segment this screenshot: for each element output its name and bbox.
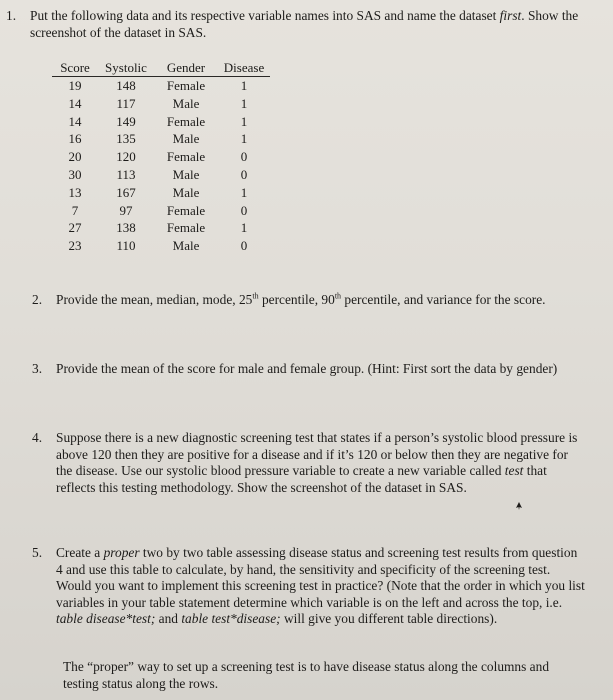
table-cell: Female xyxy=(166,113,206,129)
question-5-text xyxy=(56,545,587,628)
table-cell: 0 xyxy=(240,166,248,182)
table-cell: 14 xyxy=(68,113,82,129)
question-2-text-c: percentile, and variance for the score. xyxy=(341,292,546,307)
question-1-text-a: Put the following data and its respective variable names into SAS and name the dataset xyxy=(30,8,500,23)
question-4 xyxy=(32,430,587,496)
table-cell: 1 xyxy=(240,95,248,111)
table-cell: 138 xyxy=(116,220,136,236)
table-statement-1: table disease*test; xyxy=(56,611,156,626)
question-2-text xyxy=(56,292,572,309)
table-cell: 27 xyxy=(68,220,82,236)
superscript-25th: th xyxy=(252,291,259,301)
table-cell: Male xyxy=(172,166,200,182)
question-1 xyxy=(6,8,596,41)
table-row xyxy=(52,130,270,148)
table-cell: 30 xyxy=(68,166,82,182)
question-1-text xyxy=(30,8,596,41)
table-row xyxy=(52,77,270,95)
table-cell: 1 xyxy=(240,131,248,147)
table-body xyxy=(52,77,270,255)
question-5 xyxy=(32,545,587,628)
table-row xyxy=(52,148,270,166)
table-cell: 0 xyxy=(240,149,248,165)
question-5-number: 5. xyxy=(32,545,43,560)
header-gender: Gender xyxy=(154,60,218,77)
table-cell: 117 xyxy=(116,95,136,111)
table-row xyxy=(52,113,270,131)
table-row xyxy=(52,202,270,220)
table-cell: Male xyxy=(172,184,200,200)
proper-emphasis: proper xyxy=(103,545,140,560)
question-2-number: 2. xyxy=(32,292,43,307)
table-cell: Male xyxy=(172,238,200,254)
table-row xyxy=(52,219,270,237)
table-cell: Female xyxy=(166,78,206,93)
table-cell: 113 xyxy=(116,166,136,182)
table-cell: 1 xyxy=(240,113,248,129)
table-cell: 167 xyxy=(116,184,136,200)
table-cell: 7 xyxy=(71,202,79,218)
table-cell: Male xyxy=(172,95,200,111)
table-cell: 16 xyxy=(68,131,82,147)
question-5-text-b: two by two table assessing disease status and screening test results from question 4 and use this table to calculate, by hand, the sensitivity and specificity of the screening test. Would you want to implement this screening test in practice? (Note that the order in which you list variables in your table statement determine which variable is on the left and across the top, i.e. xyxy=(56,545,585,610)
table-cell: 0 xyxy=(240,202,248,218)
dataset-name: first xyxy=(499,8,522,23)
table-row xyxy=(52,95,270,113)
header-disease: Disease xyxy=(218,60,270,77)
table-cell: 110 xyxy=(116,238,136,254)
question-2-text-b: percentile, 90 xyxy=(258,292,335,307)
header-score: Score xyxy=(52,60,98,77)
table-cell: Female xyxy=(166,202,206,218)
table-cell: Female xyxy=(166,149,206,165)
question-1-text-b: . Show the screenshot of the dataset in SAS. xyxy=(30,8,579,40)
proper-setup-note: The “proper” way to set up a screening test is to have disease status along the columns and testing status along the rows. xyxy=(63,659,550,691)
table-cell: 148 xyxy=(116,78,136,93)
table-cell: 1 xyxy=(240,184,248,200)
table-cell: 149 xyxy=(116,113,136,129)
question-3-text: Provide the mean of the score for male and female group. (Hint: First sort the data by gender) xyxy=(56,361,558,376)
data-table xyxy=(52,60,270,255)
question-5-text-a: Create a xyxy=(56,545,104,560)
table-cell: 13 xyxy=(68,184,82,200)
table-cell: 19 xyxy=(68,78,82,93)
table-cell: 97 xyxy=(119,202,133,218)
question-3 xyxy=(32,361,572,378)
table-row xyxy=(52,184,270,202)
table-statement-2: table test*disease; xyxy=(181,611,281,626)
header-systolic: Systolic xyxy=(98,60,154,77)
question-4-text-b: that reflects this testing methodology. Show the screenshot of the dataset in SAS. xyxy=(56,463,547,495)
table-cell: 135 xyxy=(116,131,136,147)
table-cell: 20 xyxy=(68,149,82,165)
table-cell: 120 xyxy=(116,149,136,165)
table-row xyxy=(52,166,270,184)
table-cell: 23 xyxy=(68,238,82,254)
question-2 xyxy=(32,292,572,309)
question-5-text-c: and xyxy=(155,611,182,626)
table-cell: 1 xyxy=(240,220,248,236)
mouse-cursor-icon xyxy=(514,501,524,511)
question-1-number: 1. xyxy=(6,8,17,23)
question-3-number: 3. xyxy=(32,361,43,376)
table-cell: Male xyxy=(172,131,200,147)
table-cell: 1 xyxy=(240,78,248,93)
table-row xyxy=(52,237,270,255)
question-4-text-a: Suppose there is a new diagnostic screening test that states if a person’s systolic blood pressure is above 120 then they are positive for a disease and if it’s 120 or below then they are negative for the disease. Use our systolic blood pressure variable to create a new variable called xyxy=(56,430,578,478)
variable-name-test: test xyxy=(504,463,524,478)
question-4-number: 4. xyxy=(32,430,43,445)
table-header-row xyxy=(52,60,270,77)
question-5-text-d: will give you different table directions). xyxy=(280,611,498,626)
superscript-90th: th xyxy=(334,291,342,301)
table-cell: 0 xyxy=(240,238,248,254)
question-4-text xyxy=(56,430,587,496)
table-cell: 14 xyxy=(68,95,82,111)
question-2-text-a: Provide the mean, median, mode, 25 xyxy=(56,292,253,307)
table-cell: Female xyxy=(166,220,206,236)
